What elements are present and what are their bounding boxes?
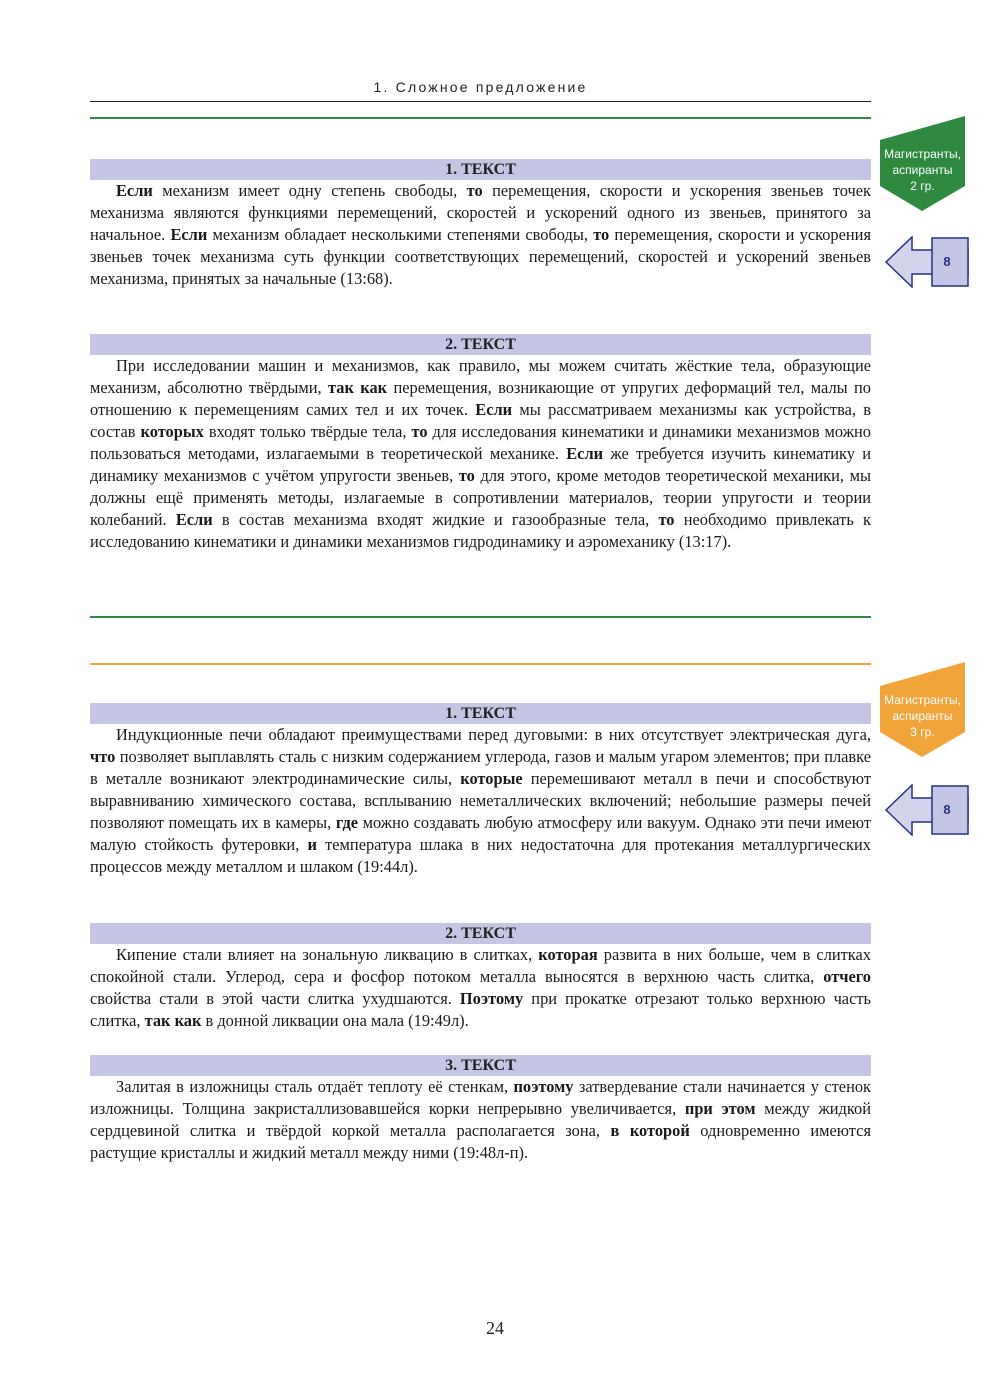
header-rule (90, 101, 871, 102)
group2-text2 (90, 923, 871, 1032)
section-title: 1. ТЕКСТ (90, 159, 871, 180)
group1-bottom-rule (90, 616, 871, 618)
badge-line: Магистранты, (884, 693, 961, 707)
emphasis-word: Если (170, 225, 208, 244)
section-body: Кипение стали влияет на зональную ликвацию в слитках, которая развита в них больше, чем в слитках спокойной стали. Углерод, сера и фосфор потоком металла выносятся в верхнюю часть слитка, отчего свойства стали в этой части слитка ухудшаются. Поэтому при прокатке отрезают только верхнюю часть слитка, так как в донной ликвации она мала (19:49л). (90, 945, 871, 1030)
emphasis-word: Если (175, 510, 213, 529)
section-title: 1. ТЕКСТ (90, 703, 871, 724)
section-title: 2. ТЕКСТ (90, 334, 871, 355)
group2-text3 (90, 1055, 871, 1164)
emphasis-word: то (411, 422, 428, 441)
group2-text1 (90, 703, 871, 878)
emphasis-word: при этом (684, 1099, 756, 1118)
emphasis-word: так как (144, 1011, 202, 1030)
section-body: Если механизм имеет одну степень свободы, то перемещения, скорости и ускорения звеньев точек механизма являются функциями перемещений, скоростей и ускорений одного из звеньев, принятого за начальное. Если механизм обладает несколькими степенями свободы, то перемещения, скорости и ускорения звеньев точек механизма суть функции соответствующих перемещений, скоростей и ускорений звеньев механизма, принятых за начальные (13:68). (90, 181, 871, 288)
group-badge-3 (880, 662, 965, 757)
section-body: При исследовании машин и механизмов, как правило, мы можем считать жёсткие тела, образующие механизм, абсолютно твёрдыми, так как перемещения, возникающие от упругих деформаций тел, малы по отношению к перемещениям самих тел и их точек. Если мы рассматриваем механизмы как устройства, в состав которых входят только твёрдые тела, то для исследования кинематики и динамики механизмов можно пользоваться методами, излагаемыми в теоретической механике. Если же требуется изучить кинематику и динамику механизмов с учётом упругости звеньев, то для этого, кроме методов теоретической механики, мы должны ещё применять методы, излагаемые в сопротивлении материалов, теории упругости и теории колебаний. Если в состав механизма входят жидкие и газообразные тела, то необходимо привлекать к исследованию кинематики и динамики механизмов гидродинамику и аэромеханику (13:17). (90, 356, 872, 551)
badge-line: аспиранты (892, 163, 953, 177)
emphasis-word: что (90, 747, 116, 766)
badge-line: Магистранты, (884, 147, 961, 161)
emphasis-word: Если (116, 181, 153, 200)
group1-text1 (90, 159, 871, 290)
group-badge-2 (880, 116, 965, 211)
emphasis-word: которые (460, 769, 523, 788)
badge-line: аспиранты (892, 709, 953, 723)
emphasis-word: в которой (610, 1121, 690, 1140)
reference-number: 8 (943, 802, 951, 817)
emphasis-word: то (458, 466, 475, 485)
group2-top-rule (90, 663, 871, 665)
section-title: 2. ТЕКСТ (90, 923, 871, 944)
badge-line: 2 гр. (910, 179, 935, 193)
emphasis-word: Поэтому (459, 989, 524, 1008)
section-title: 3. ТЕКСТ (90, 1055, 871, 1076)
group1-top-rule (90, 117, 871, 119)
emphasis-word: и (307, 835, 317, 854)
reference-number: 8 (943, 254, 951, 269)
page-number: 24 (486, 1318, 504, 1338)
running-title: 1. Сложное предложение (373, 79, 588, 95)
emphasis-word: которая (538, 945, 598, 964)
emphasis-word: отчего (823, 967, 871, 986)
emphasis-word: Если (566, 444, 604, 463)
emphasis-word: где (335, 813, 359, 832)
badge-line: 3 гр. (910, 725, 935, 739)
emphasis-word: так как (328, 378, 388, 397)
emphasis-word: Если (475, 400, 513, 419)
page-reference-arrow[interactable] (884, 236, 970, 288)
emphasis-word: то (466, 181, 483, 200)
group1-text2 (90, 334, 871, 553)
emphasis-word: поэтому (513, 1077, 574, 1096)
page-reference-arrow[interactable] (884, 784, 970, 836)
section-body: Индукционные печи обладают преимуществами перед дуговыми: в них отсутствует электрическая дуга, что позволяет выплавлять сталь с низким содержанием углерода, газов и малым угаром элементов; при плавке в металле возникают электродинамические силы, которые перемешивают металл в печи и способствуют выравниванию химического состава, всплыванию неметаллических включений; небольшие размеры печей позволяют помещать их в камеры, где можно создавать любую атмосферу или вакуум. Однако эти печи имеют малую стойкость футеровки, и температура шлака в них недостаточна для протекания металлургических процессов между металлом и шлаком (19:44л). (90, 725, 871, 876)
emphasis-word: которых (140, 422, 204, 441)
emphasis-word: то (658, 510, 675, 529)
section-body: Залитая в изложницы сталь отдаёт теплоту её стенкам, поэтому затвердевание стали начинается у стенок изложницы. Толщина закристаллизовавшейся корки непрерывно увеличивается, при этом между жидкой сердцевиной слитка и твёрдой коркой металла располагается зона, в которой одновременно имеются растущие кристаллы и жидкий металл между ними (19:48л-п). (90, 1077, 871, 1162)
emphasis-word: то (593, 225, 610, 244)
